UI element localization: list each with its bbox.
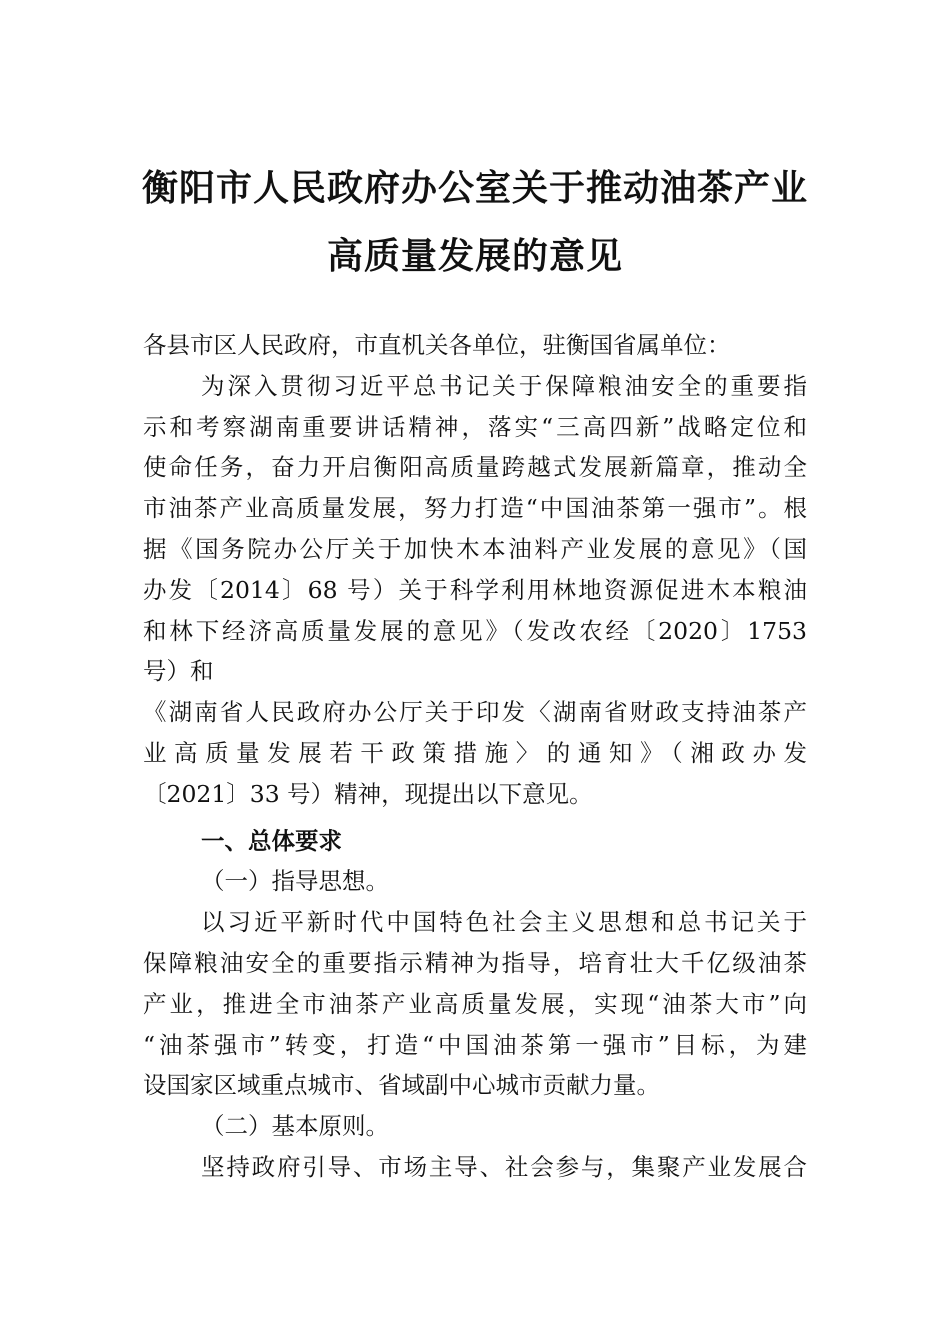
paragraph-line: 《湖南省人民政府办公厅关于印发〈湖南省财政支持油茶产 bbox=[143, 698, 807, 727]
paragraph-line: 保障粮油安全的重要指示精神为指导，培育壮大千亿级油茶 bbox=[143, 948, 807, 977]
document-body bbox=[143, 325, 807, 1188]
paragraph-line: 产业，推进全市油茶产业高质量发展，实现“油茶大市”向 bbox=[143, 989, 807, 1018]
subsection-heading: （二）基本原则。 bbox=[201, 1112, 389, 1141]
paragraph-line: 据《国务院办公厅关于加快木本油料产业发展的意见》（国 bbox=[143, 534, 807, 563]
paragraph-line: 和林下经济高质量发展的意见》（发改农经〔2020〕1753 bbox=[143, 616, 807, 645]
paragraph-line: 设国家区域重点城市、省域副中心城市贡献力量。 bbox=[143, 1071, 660, 1100]
subsection-heading: （一）指导思想。 bbox=[201, 867, 389, 896]
paragraph-line: 示和考察湖南重要讲话精神，落实“三高四新”战略定位和 bbox=[143, 412, 807, 441]
section-heading: 一、总体要求 bbox=[201, 826, 342, 855]
paragraph-line: 〔2021〕33 号）精神，现提出以下意见。 bbox=[143, 779, 593, 808]
salutation: 各县市区人民政府，市直机关各单位，驻衡国省属单位： bbox=[143, 331, 731, 359]
paragraph-line: 市油茶产业高质量发展，努力打造“中国油茶第一强市”。根 bbox=[143, 494, 807, 523]
document-title-line-1: 衡阳市人民政府办公室关于推动油茶产业 bbox=[141, 168, 808, 209]
paragraph-line: 办发〔2014〕68 号）关于科学利用林地资源促进木本粮油 bbox=[143, 575, 807, 604]
paragraph-line: 使命任务，奋力开启衡阳高质量跨越式发展新篇章，推动全 bbox=[143, 453, 807, 482]
paragraph-line: 以习近平新时代中国特色社会主义思想和总书记关于 bbox=[201, 908, 807, 937]
paragraph-line: 坚持政府引导、市场主导、社会参与，集聚产业发展合 bbox=[201, 1152, 807, 1181]
document-title-line-2: 高质量发展的意见 bbox=[326, 236, 623, 277]
paragraph-line: 业高质量发展若干政策措施〉的通知》（湘政办发 bbox=[143, 738, 807, 767]
paragraph-line: 号）和 bbox=[143, 657, 214, 686]
paragraph-line: 为深入贯彻习近平总书记关于保障粮油安全的重要指 bbox=[201, 371, 807, 400]
paragraph-line: “油茶强市”转变，打造“中国油茶第一强市”目标，为建 bbox=[143, 1030, 807, 1059]
